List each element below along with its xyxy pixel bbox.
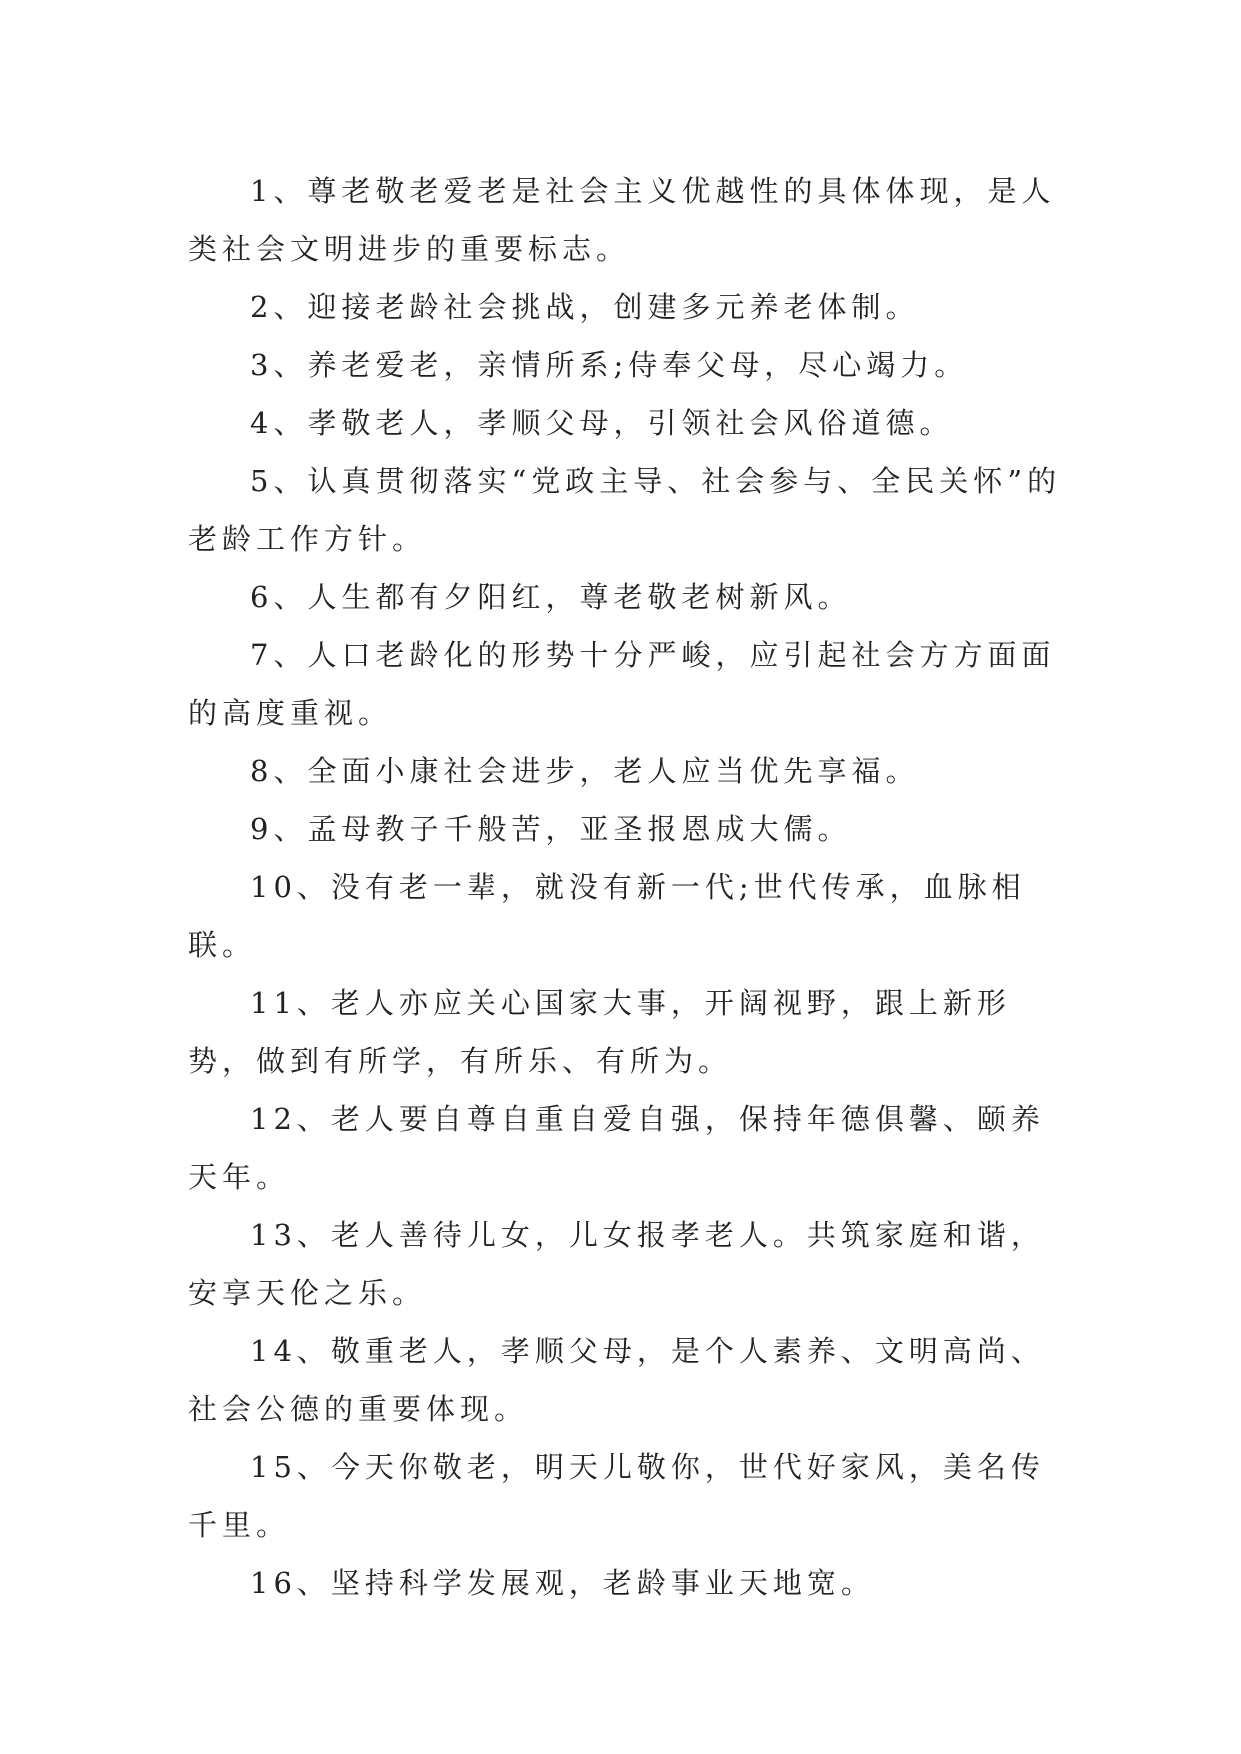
slogan-paragraph: 3、养老爱老，亲情所系;侍奉父母，尽心竭力。 [250,348,969,382]
slogan-paragraph: 8、全面小康社会进步，老人应当优先享福。 [250,754,920,788]
slogan-paragraph: 11、老人亦应关心国家大事，开阔视野，跟上新形势，做到有所学，有所乐、有所为。 [188,986,1011,1078]
slogan-paragraph: 9、孟母教子千般苦，亚圣报恩成大儒。 [250,812,852,846]
slogan-list [188,162,1068,1612]
slogan-paragraph: 6、人生都有夕阳红，尊老敬老树新风。 [250,580,852,614]
slogan-paragraph: 5、认真贯彻落实“党政主导、社会参与、全民关怀”的老龄工作方针。 [188,464,1062,556]
slogan-paragraph: 1、尊老敬老爱老是社会主义优越性的具体体现，是人类社会文明进步的重要标志。 [188,174,1056,266]
slogan-paragraph: 14、敬重老人，孝顺父母，是个人素养、文明高尚、社会公德的重要体现。 [188,1334,1045,1426]
slogan-paragraph: 4、孝敬老人，孝顺父母，引领社会风俗道德。 [250,406,954,440]
slogan-paragraph: 12、老人要自尊自重自爱自强，保持年德俱馨、颐养天年。 [188,1102,1045,1194]
slogan-paragraph: 13、老人善待儿女，儿女报孝老人。共筑家庭和谐，安享天伦之乐。 [188,1218,1045,1310]
slogan-paragraph: 2、迎接老龄社会挑战，创建多元养老体制。 [250,290,920,324]
slogan-paragraph: 15、今天你敬老，明天儿敬你，世代好家风，美名传千里。 [188,1450,1045,1542]
slogan-paragraph: 10、没有老一辈，就没有新一代;世代传承，血脉相联。 [188,870,1026,962]
slogan-paragraph: 16、坚持科学发展观，老龄事业天地宽。 [250,1566,875,1600]
slogan-paragraph: 7、人口老龄化的形势十分严峻，应引起社会方方面面的高度重视。 [188,638,1056,730]
